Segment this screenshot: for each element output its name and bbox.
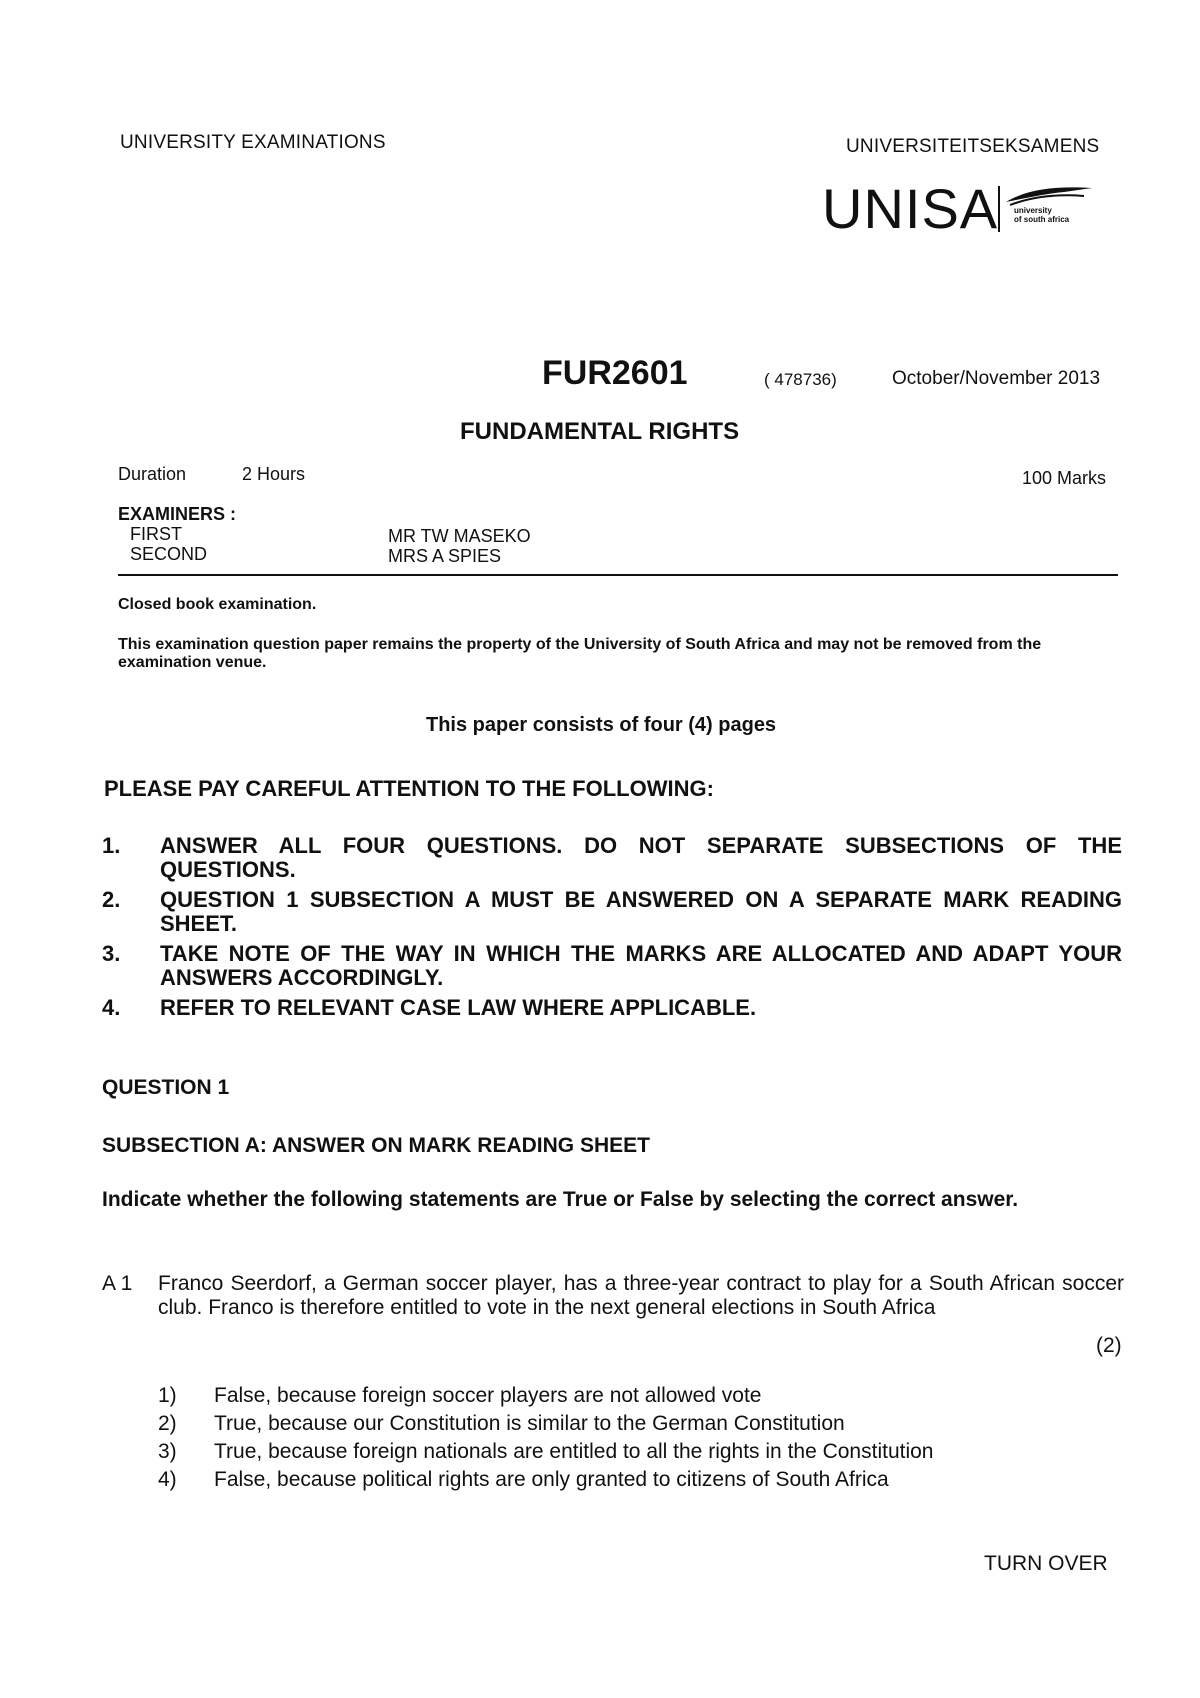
duration-value: 2 Hours xyxy=(242,464,306,484)
question-marks: (2) xyxy=(1096,1334,1122,1357)
question-heading: QUESTION 1 xyxy=(102,1076,230,1099)
logo-swoosh-icon xyxy=(1004,184,1094,206)
examiner-first-name: MR TW MASEKO xyxy=(388,526,531,546)
course-code: FUR2601 xyxy=(542,354,688,392)
exam-session: October/November 2013 xyxy=(892,368,1101,389)
instruction-item: 1. ANSWER ALL FOUR QUESTIONS. DO NOT SEPARATE SUBSECTIONS OF THE QUESTIONS. xyxy=(102,833,1122,882)
instruction-item: 4. REFER TO RELEVANT CASE LAW WHERE APPLICABLE. xyxy=(102,995,757,1020)
header-right: UNIVERSITEITSEKSAMENS xyxy=(846,136,1100,157)
logo-divider xyxy=(998,186,1000,232)
header-divider xyxy=(118,574,1118,576)
total-marks: 100 Marks xyxy=(1022,468,1107,488)
subsection-heading: SUBSECTION A: ANSWER ON MARK READING SHEET xyxy=(102,1134,650,1157)
question-label: A 1 xyxy=(102,1272,133,1295)
duration-label: Duration xyxy=(118,464,187,484)
answer-option: 3) True, because foreign nationals are entitled to all the rights in the Constitution xyxy=(158,1440,934,1463)
question-instruction: Indicate whether the following statements are True or False by selecting the correct answer. xyxy=(102,1188,1019,1211)
property-note: This examination question paper remains the property of the University of South Africa and may not be removed from the examination venue. xyxy=(118,636,1042,671)
answer-option: 1) False, because foreign soccer players are not allowed vote xyxy=(158,1384,762,1407)
header-left: UNIVERSITY EXAMINATIONS xyxy=(120,132,386,153)
unisa-logo xyxy=(822,178,1102,240)
instruction-item: 3. TAKE NOTE OF THE WAY IN WHICH THE MARKS ARE ALLOCATED AND ADAPT YOUR ANSWERS ACCORDINGLY. xyxy=(102,941,1122,990)
examiner-first-label: FIRST xyxy=(130,524,182,544)
exam-number: ( 478736) xyxy=(764,370,837,389)
instruction-item: 2. QUESTION 1 SUBSECTION A MUST BE ANSWERED ON A SEPARATE MARK READING SHEET. xyxy=(102,887,1122,936)
attention-heading: PLEASE PAY CAREFUL ATTENTION TO THE FOLLOWING: xyxy=(104,776,714,801)
logo-subtitle: university of south africa xyxy=(1014,206,1070,224)
answer-option: 2) True, because our Constitution is similar to the German Constitution xyxy=(158,1412,845,1435)
logo-wordmark: UNISA xyxy=(822,177,999,240)
closed-book-note: Closed book examination. xyxy=(118,596,317,613)
answer-option: 4) False, because political rights are only granted to citizens of South Africa xyxy=(158,1468,889,1491)
page-count-note: This paper consists of four (4) pages xyxy=(426,714,777,736)
examiner-second-label: SECOND xyxy=(130,544,208,564)
turn-over-note: TURN OVER xyxy=(984,1552,1108,1575)
subject-title: FUNDAMENTAL RIGHTS xyxy=(460,418,740,445)
examiner-second-name: MRS A SPIES xyxy=(388,546,502,566)
question-text: Franco Seerdorf, a German soccer player, has a three-year contract to play for a South African soccer club. Franco is therefore entitled to vote in the next general elections in South Africa xyxy=(158,1272,1124,1319)
examiners-heading: EXAMINERS : xyxy=(118,504,237,524)
